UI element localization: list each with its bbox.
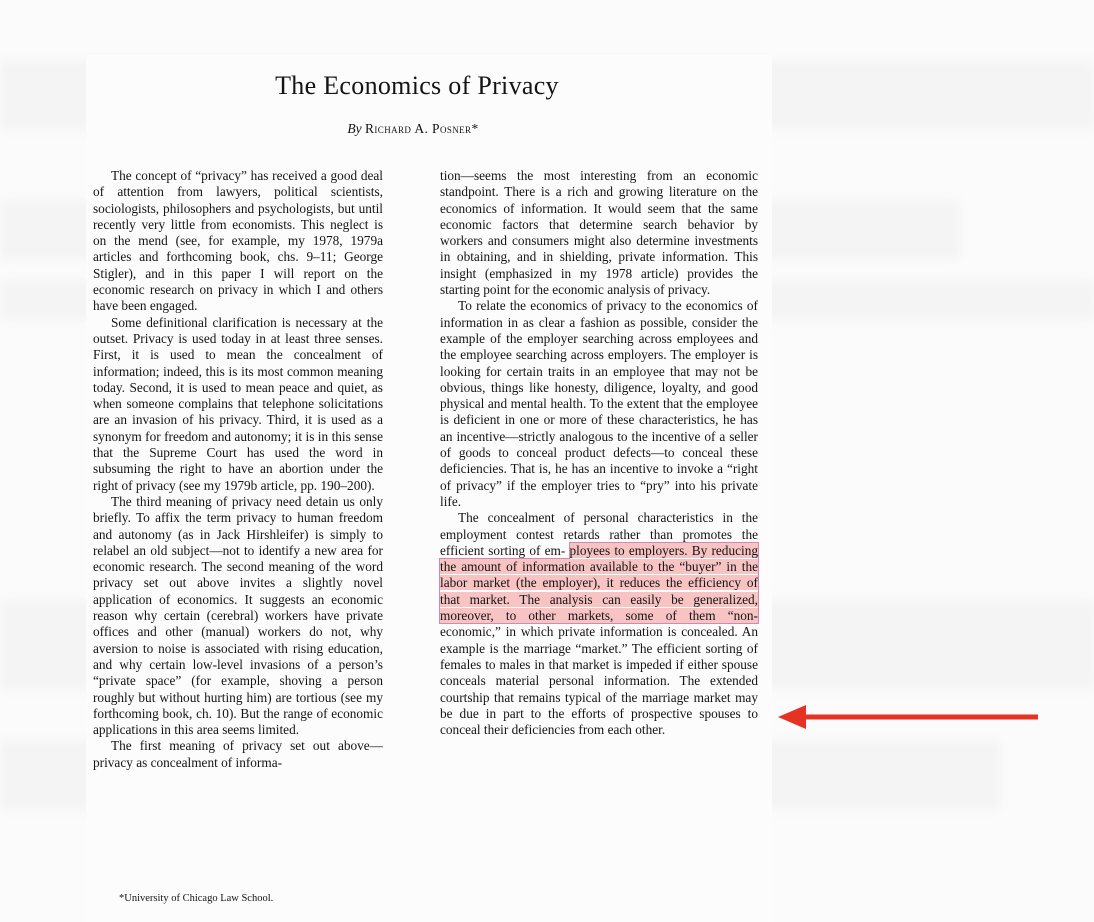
paragraph: tion—seems the most interesting from an economic standpoint. There is a rich and growing literature on the economics of information. It would seem that the same economic factors that determine search behavior by workers and consumers might also determine investments in obtaining, and in shielding, private information. This insight (emphasized in my 1978 article) provides the starting point for the economic analysis of privacy. <box>440 168 758 298</box>
paper-page <box>86 55 772 922</box>
footnote: *University of Chicago Law School. <box>119 893 274 904</box>
right-column <box>440 168 758 738</box>
page-title: The Economics of Privacy <box>275 71 559 100</box>
paragraph: The third meaning of privacy need detain us only briefly. To affix the term privacy to human freedom and autonomy (as in Jack Hirshleifer) is simply to relabel an old subject—not to identify a new area for economic research. The second meaning of the word privacy set out above invites a slightly novel application of economics. It suggests an economic reason why certain (cerebral) workers have private offices and other (manual) workers do not, why aversion to noise is associated with rising education, and why certain low-level invasions of a person’s “private space” (for example, shoving a person roughly but without hurting him) are tortious (see my forthcoming book, ch. 10). But the range of economic applications in this area seems limited. <box>93 493 383 738</box>
red-arrow-icon <box>778 704 1040 730</box>
arrow-head <box>778 705 806 729</box>
paragraph: The concept of “privacy” has received a good deal of attention from lawyers, political scientists, sociologists, philosophers and psychologists, but until recently very little from economists. This neglect is on the mend (see, for example, my 1978, 1979a articles and forthcoming book, chs. 9–11; George Stigler), and in this paper I will report on the economic research on privacy in which I and others have been engaged. <box>93 168 383 314</box>
paragraph: The first meaning of privacy set out above—privacy as concealment of informa- <box>93 738 383 770</box>
highlighted-passage: ployees to employers. By reducing the amount of information available to the “buyer” in the labor market (the employer), it reduces the efficiency of that market. The analysis can easily be generalized, moreover, to other markets, some of them “non- <box>440 542 758 624</box>
paragraph: To relate the economics of privacy to the economics of information in as clear a fashion as possible, consider the example of the employer searching across employees and the employee searching across employers. The employer is looking for certain traits in an employee that may not be obvious, things like honesty, diligence, loyalty, and good physical and mental health. To the extent that the employee is deficient in one or more of these characteristics, he has an incentive—strictly analogous to the incentive of a seller of goods to conceal product defects—to conceal these deficiencies. That is, he has an incentive to invoke a “right of privacy” if the employer tries to “pry” into his private life. <box>440 298 758 509</box>
paragraph-text: economic,” in which private information is concealed. An example is the marriage “market.” The efficient sorting of females to males in that market is impeded if either spouse conceals material personal information. The extended courtship that remains typical of the marriage market may be due in part to the efforts of prospective spouses to conceal their deficiencies from each other. <box>440 624 758 738</box>
paragraph <box>440 510 758 738</box>
byline-author: Richard A. Posner* <box>365 121 479 136</box>
left-column <box>93 168 383 771</box>
byline-by: By <box>347 121 362 136</box>
paragraph: Some definitional clarification is necessary at the outset. Privacy is used today in at least three senses. First, it is used to mean the concealment of information; indeed, this is its most common meaning today. Second, it is used to mean peace and quiet, as when someone complains that telephone solicitations are an invasion of his privacy. Third, it is used as a synonym for freedom and autonomy; it is in this sense that the Supreme Court has used the word in subsuming the right to have an abortion under the right of privacy (see my 1979b article, pp. 190–200). <box>93 314 383 493</box>
paragraph-text: The concealment of personal characteristics in the employment contest retards rather than promotes the efficient sorting of em- <box>440 510 758 558</box>
byline <box>70 121 756 137</box>
